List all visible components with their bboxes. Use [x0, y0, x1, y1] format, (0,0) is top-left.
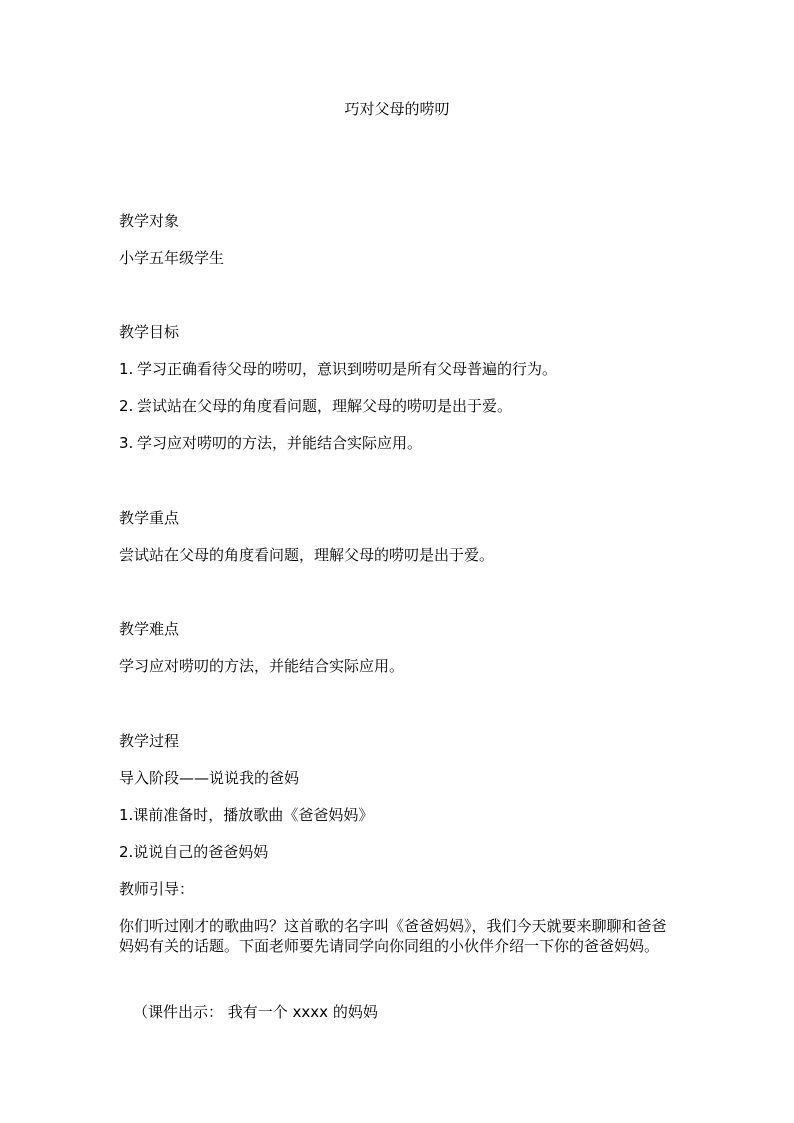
section-heading-difficulty: 教学难点 — [119, 620, 180, 638]
goal-item — [119, 433, 679, 453]
section-heading-key: 教学重点 — [119, 509, 180, 527]
section-text-difficulty: 学习应对唠叨的方法，并能结合实际应用。 — [119, 657, 405, 675]
goal-number: 2. — [119, 397, 134, 415]
document-title: 巧对父母的唠叨 — [344, 100, 450, 118]
courseware-text: （课件出示： 我有一个 xxxx 的妈妈 — [133, 1003, 378, 1021]
process-stage: 导入阶段——说说我的爸妈 — [119, 769, 300, 787]
process-step: 2.说说自己的爸爸妈妈 — [119, 843, 269, 861]
goal-number: 1. — [119, 360, 134, 378]
teacher-guide-text: 你们听过刚才的歌曲吗？这首歌的名字叫《爸爸妈妈》，我们今天就要来聊聊和爸爸妈妈有关的话题。下面老师要先请同学向你同组的小伙伴介绍一下你的爸爸妈妈。 — [119, 917, 667, 955]
goal-text: 学习应对唠叨的方法，并能结合实际应用。 — [137, 434, 423, 452]
goal-text: 尝试站在父母的角度看问题，理解父母的唠叨是出于爱。 — [137, 397, 513, 415]
section-text-key: 尝试站在父母的角度看问题，理解父母的唠叨是出于爱。 — [119, 546, 495, 564]
section-text-target: 小学五年级学生 — [119, 249, 225, 267]
section-heading-target: 教学对象 — [119, 212, 180, 230]
goal-item — [119, 359, 679, 379]
section-heading-process: 教学过程 — [119, 732, 180, 750]
teacher-guide-label: 教师引导： — [119, 880, 195, 898]
goal-text: 学习正确看待父母的唠叨，意识到唠叨是所有父母普遍的行为。 — [137, 360, 558, 378]
goal-number: 3. — [119, 434, 134, 452]
goal-item — [119, 396, 679, 416]
process-step: 1.课前准备时，播放歌曲《爸爸妈妈》 — [119, 806, 374, 824]
section-heading-goals: 教学目标 — [119, 323, 180, 341]
